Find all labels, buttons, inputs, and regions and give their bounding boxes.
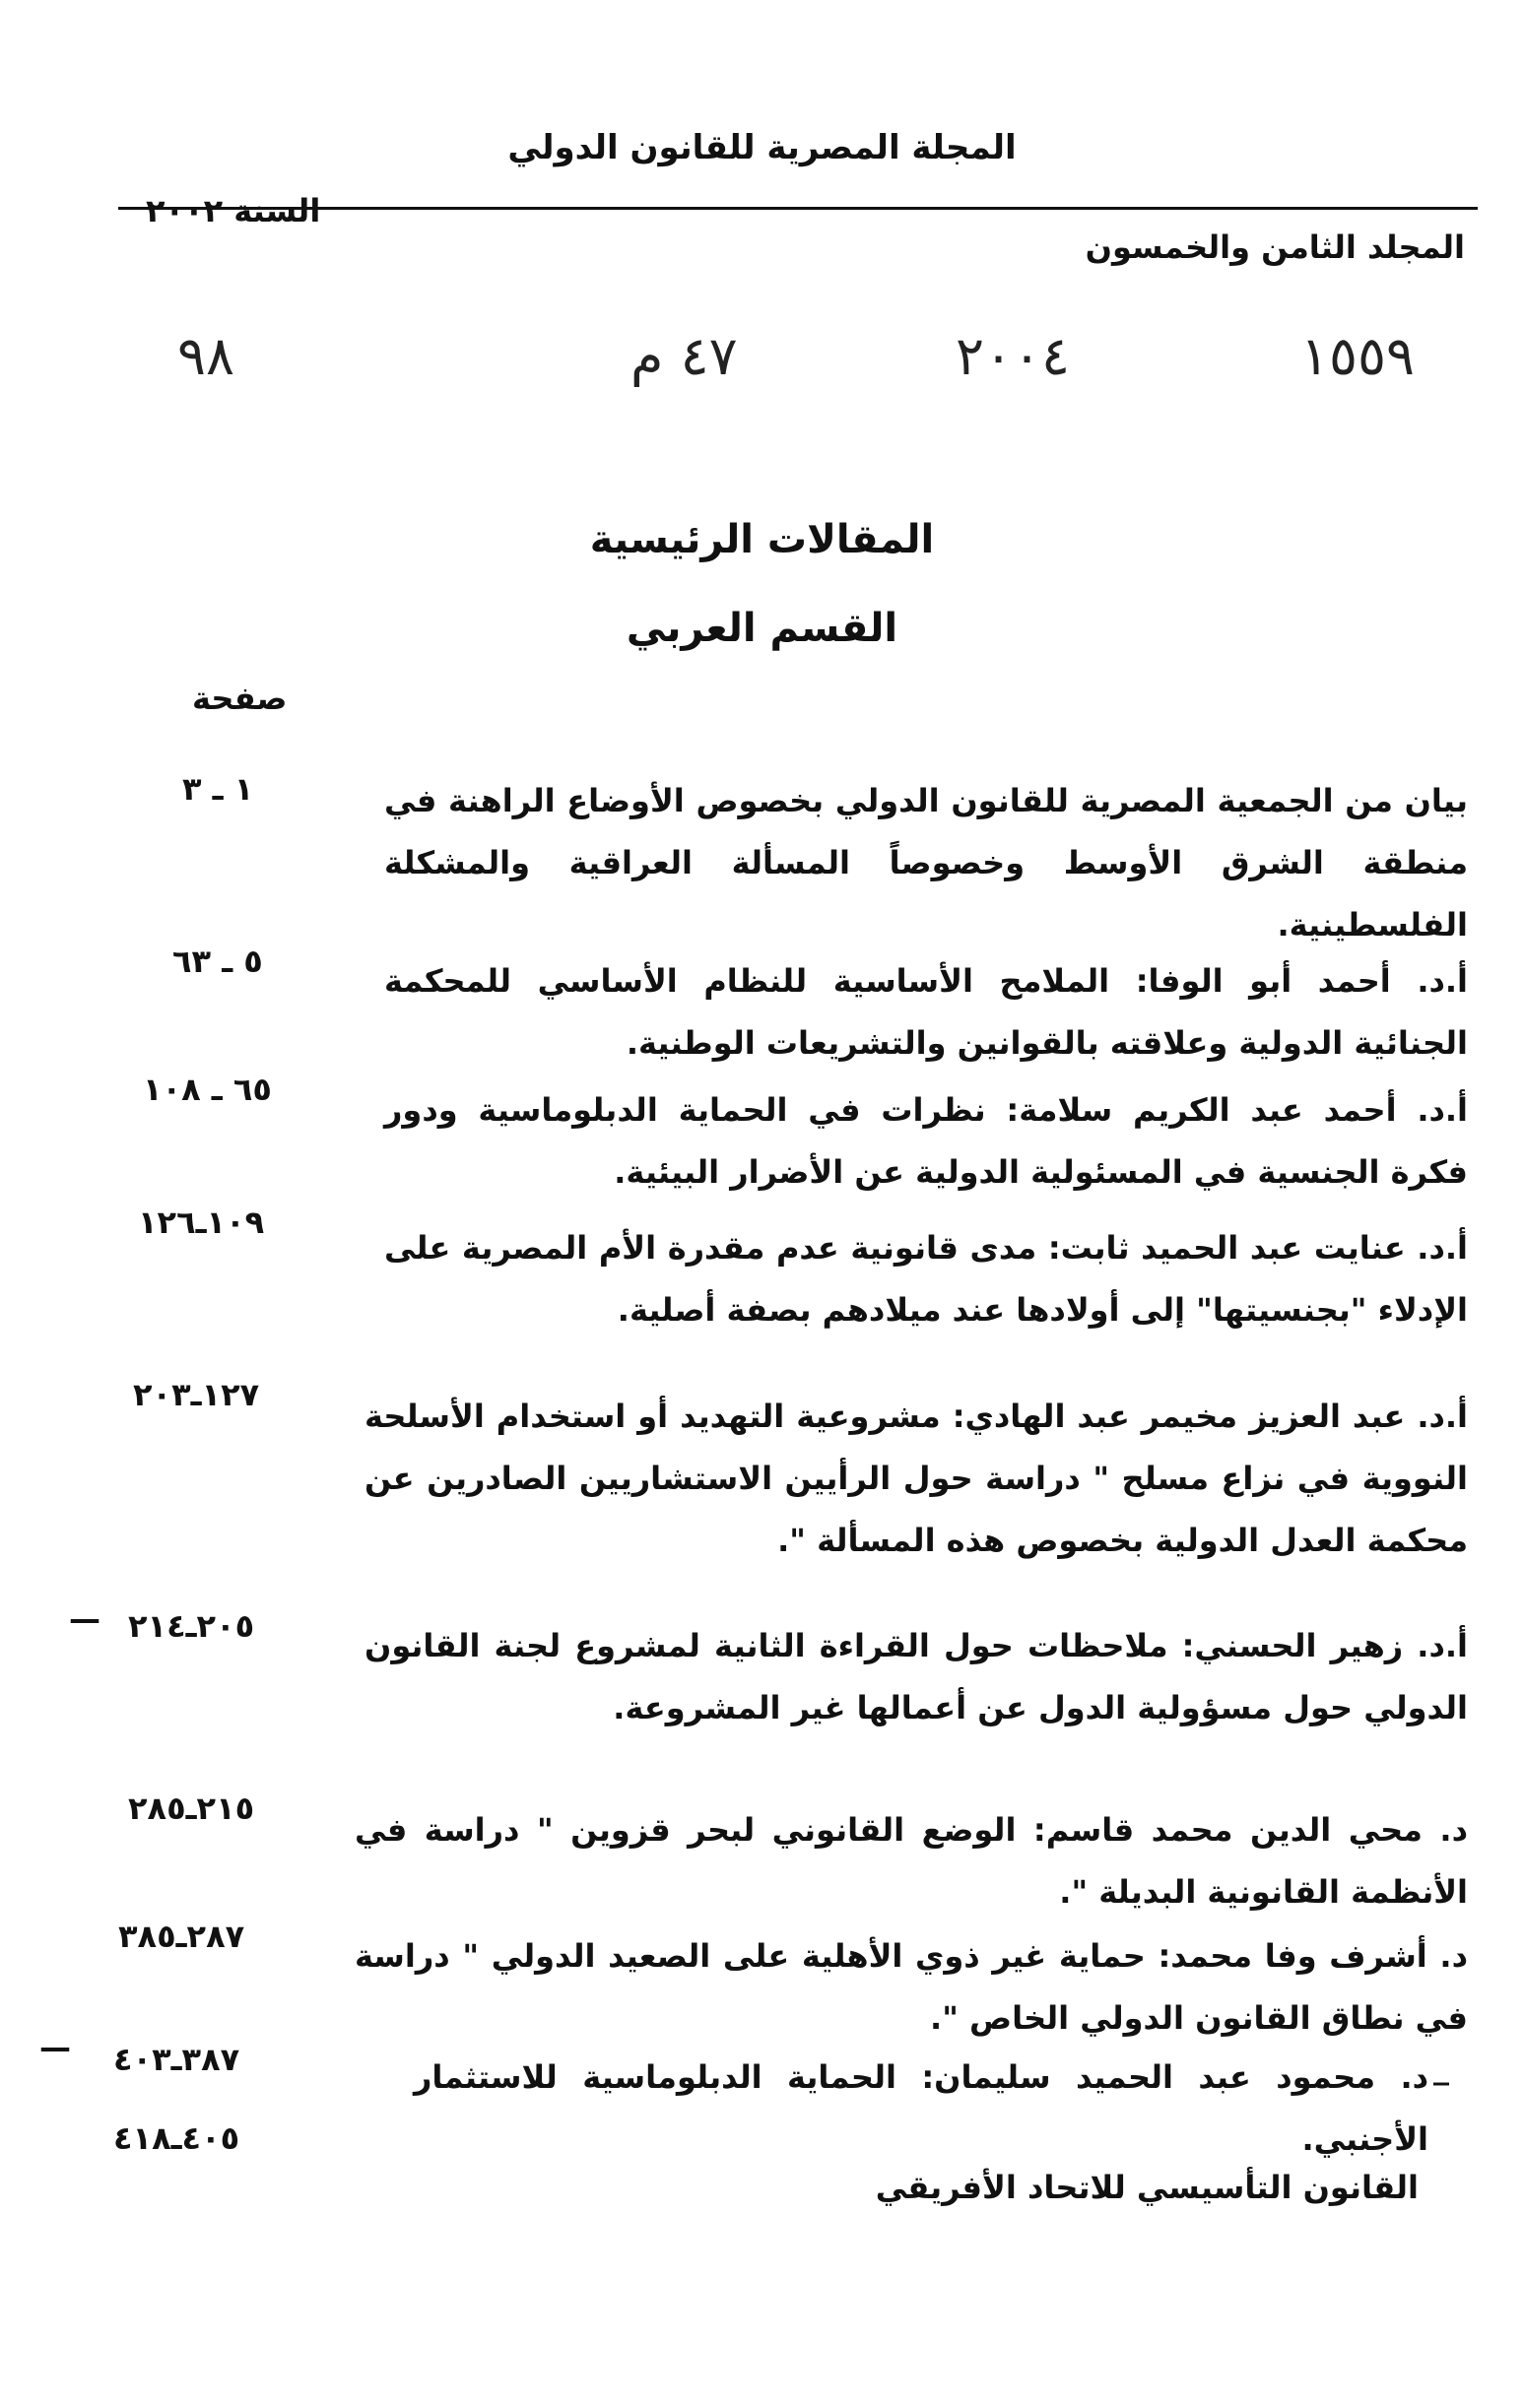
- toc-entry-pages: ٣٨٧ـ٤٠٣: [113, 2041, 240, 2078]
- toc-entry-pages: ٢١٥ـ٢٨٥: [128, 1790, 255, 1827]
- toc-entry: [128, 1788, 1468, 1916]
- toc-entry-pages: ١٠٩ـ١٢٦: [138, 1204, 265, 1241]
- toc-entry-author: أ.د. عبد العزيز مخيمر عبد الهادي:: [952, 1398, 1469, 1435]
- toc-entry-author: أ.د. زهير الحسني:: [1181, 1627, 1468, 1664]
- toc-entry-pages: ٥ ـ ٦٣: [172, 943, 263, 980]
- toc-entry: [128, 1071, 1469, 1202]
- journal-title: المجلة المصرية للقانون الدولي: [507, 128, 1017, 167]
- toc-entry-author: أ.د. أحمد أبو الوفا:: [1135, 962, 1469, 1000]
- toc-entry-title: نظرات في الحماية الدبلوماسية ودور فكرة الجنسية في المسئولية الدولية عن الأضرار البيئية.: [384, 1091, 1468, 1191]
- toc-entry-title: الوضع القانوني لبحر قزوين " دراسة في الأنظمة القانونية البديلة ".: [355, 1811, 1468, 1911]
- handwritten-note: ١٥٥٩: [1300, 325, 1416, 387]
- handwritten-note: ٩٨: [177, 325, 235, 387]
- toc-entry-title: بيان من الجمعية المصرية للقانون الدولي بخصوص الأوضاع الراهنة في منطقة الشرق الأوسط وخصوصاً المسألة العراقية والمشكلة الفلسطينية.: [384, 782, 1468, 944]
- toc-entry-author: أ.د. عنايت عبد الحميد ثابت:: [1047, 1229, 1469, 1267]
- toc-entry-title: حماية غير ذوي الأهلية على الصعيد الدولي " دراسة في نطاق القانون الدولي الخاص ".: [355, 1937, 1468, 2037]
- toc-entry-pages: ٤٠٥ـ٤١٨: [113, 2119, 240, 2157]
- toc-entry-title: ملاحظات حول القراءة الثانية لمشروع لجنة القانون الدولي حول مسؤولية الدول عن أعمالها غير المشروعة.: [364, 1627, 1468, 1726]
- publication-year: السنة ٢٠٠٢: [146, 192, 321, 229]
- page-column-label: صفحة: [192, 680, 288, 717]
- toc-entry-title: الحماية الدبلوماسية للاستثمار الأجنبي.: [414, 2058, 1428, 2158]
- handwritten-note: ٤٧ م: [630, 325, 738, 387]
- toc-entry-author: د. محي الدين محمد قاسم:: [1032, 1811, 1469, 1849]
- toc-entry-title: الملامح الأساسية للنظام الأساسي للمحكمة الجنائية الدولية وعلاقته بالقوانين والتشريعات الوطنية.: [384, 962, 1468, 1062]
- toc-entry-pages: ١ ـ ٣: [182, 770, 254, 808]
- toc-entry-author: د. أشرف وفا محمد:: [1158, 1937, 1469, 1975]
- toc-entry: [118, 1916, 1469, 2044]
- handwritten-note: ٢٠٠٤: [956, 325, 1071, 387]
- toc-entry-pages: ١٢٧ـ٢٠٣: [133, 1376, 260, 1413]
- toc-entry: [113, 2108, 1419, 2216]
- section-heading: المقالات الرئيسية: [589, 517, 935, 562]
- margin-mark: —: [69, 1600, 100, 1638]
- toc-entry: [128, 1605, 1468, 1792]
- toc-entry-author: أ.د. أحمد عبد الكريم سلامة:: [1006, 1091, 1469, 1129]
- toc-entry-title: مدى قانونية عدم مقدرة الأم المصرية على الإدلاء "بجنسيتها" إلى أولادها عند ميلادهم بصفة أصلية.: [384, 1229, 1468, 1329]
- toc-entry: [128, 1374, 1468, 1620]
- toc-entry: [128, 941, 1468, 1069]
- volume-label: المجلد الثامن والخمسون: [1085, 228, 1465, 266]
- toc-entry-title: مشروعية التهديد أو استخدام الأسلحة النووية في نزاع مسلح " دراسة حول الرأيين الاستشاريين الصادرين عن محكمة العدل الدولية بخصوص هذه المسألة ".: [364, 1398, 1468, 1559]
- toc-entry-author: د. محمود عبد الحميد سليمان:: [921, 2058, 1429, 2096]
- toc-entry-pages: ٢٨٧ـ٣٨٥: [118, 1918, 245, 1955]
- toc-entry-pages: ٢٠٥ـ٢١٤: [128, 1607, 255, 1645]
- toc-entry-pages: ٦٥ ـ ١٠٨: [143, 1071, 272, 1108]
- toc-entry-title: القانون التأسيسي للاتحاد الأفريقي: [875, 2169, 1419, 2206]
- toc-entry: [128, 1202, 1468, 1389]
- margin-mark: —: [39, 2029, 71, 2066]
- section-subheading: القسم العربي: [626, 606, 898, 651]
- toc-entry: [128, 758, 1468, 945]
- margin-mark: _: [1433, 2049, 1449, 2086]
